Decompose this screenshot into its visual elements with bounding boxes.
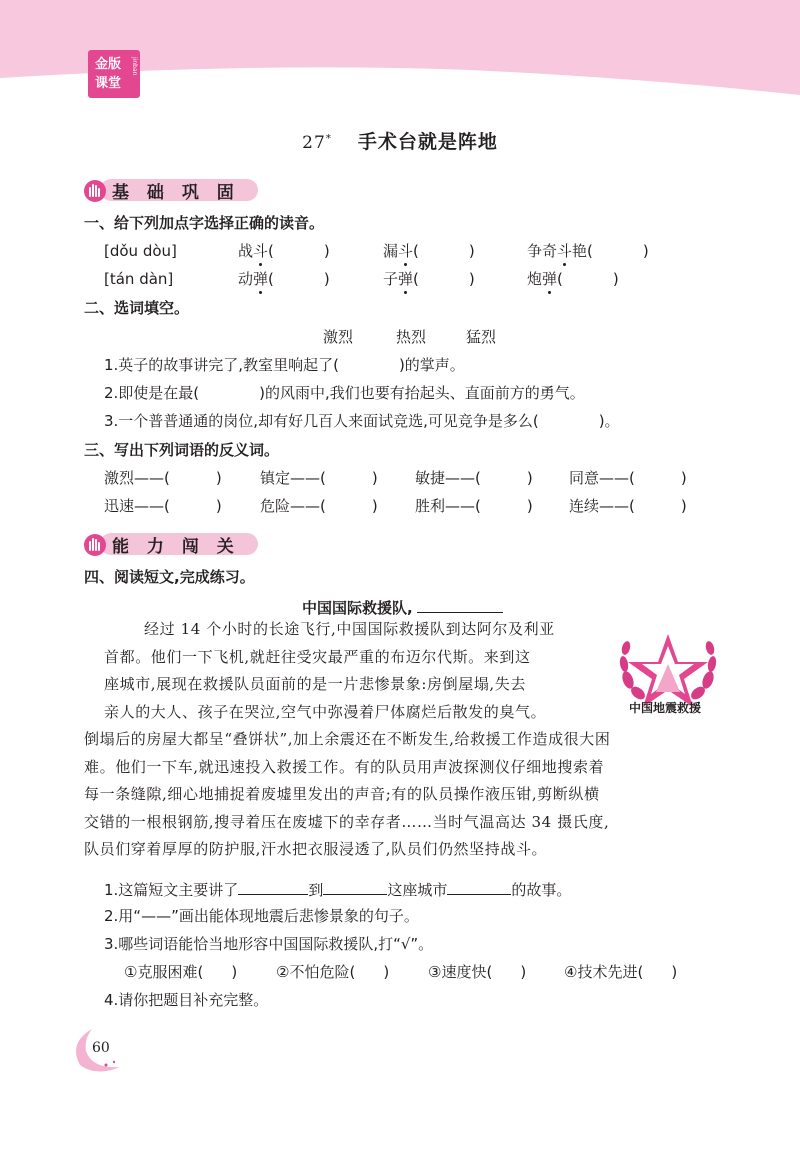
hand-icon [82,176,108,204]
section-ability: 能 力 闯 关 [82,530,262,558]
passage-line: 座城市,展现在救援队员面前的是一片悲惨景象:房倒屋塌,失去 [104,675,526,694]
q4-exercise-2: 2.用“——”画出能体现地震后悲惨景象的句子。 [104,907,419,925]
q4-exercise-1: 1.这篇短文主要讲了 到 这座城市 的故事。 [104,878,571,900]
lesson-title: 27* 手术台就是阵地 [302,131,498,153]
q4-exercise-3: 3.哪些词语能恰当地形容中国国际救援队,打“√”。 [104,935,434,953]
q3-item: 迅速——( ) [104,497,222,515]
passage-line: 首都。他们一下飞机,就赶往受灾最严重的布迈尔代斯。来到这 [104,647,531,666]
q4-heading: 四、阅读短文,完成练习。 [84,568,255,586]
brand-logo-sub: jinban [131,57,138,76]
passage-line: 亲人的大人、孩子在哭泣,空气中弥漫着尸体腐烂后散发的臭气。 [104,702,547,721]
q1-word-loudou: 漏斗( ) [383,242,475,260]
q2-option-2: 热烈 [396,328,427,346]
rescue-badge-caption: 中国地震救援 [629,701,702,715]
passage-title: 中国国际救援队, [302,596,503,618]
passage-line: 队员们穿着厚厚的防护服,汗水把衣服浸透了,队员们仍然坚持战斗。 [84,840,548,859]
q1-word-zidan: 子弹( ) [383,270,475,288]
q1-pinyin-1: [dǒu dòu] [104,242,177,260]
passage-line: 每一条缝隙,细心地捕捉着废墟里发出的声音;有的队员操作液压钳,剪断纵横 [84,785,600,804]
q1-word-zhengqidouyan: 争奇斗艳( ) [527,242,649,260]
q4-choice: ④技术先进( ) [564,963,678,981]
q3-item: 镇定——( ) [260,469,378,487]
q1-heading: 一、给下列加点字选择正确的读音。 [84,214,325,232]
passage-line: 经过 14 个小时的长途飞行,中国国际救援队到达阿尔及利亚 [144,620,555,638]
q3-item: 危险——( ) [260,497,378,515]
passage-body [104,616,604,726]
q2-option-3: 猛烈 [466,328,497,346]
q4-choice: ②不怕危险( ) [276,963,390,981]
page-number: 60 [92,1040,110,1056]
q3-item: 胜利——( ) [415,497,533,515]
q3-item: 同意——( ) [569,469,687,487]
q4-exercise-4: 4.请你把题目补充完整。 [104,991,269,1009]
q2-sentence-3: 3.一个普普通通的岗位,却有好几百人来面试竞选,可见竞争是多么( )。 [104,412,620,430]
passage-line: 倒塌后的房屋大都呈“叠饼状”,加上余震还在不断发生,给救援工作造成很大困 [84,730,611,748]
q1-word-dongtan: 动弹( ) [238,270,330,288]
brand-logo: 金版 课堂 [88,50,140,98]
passage-line: 交错的一根根钢筋,搜寻着压在废墟下的幸存者……当时气温高达 34 摄氏度, [84,812,610,831]
q1-word-paodan: 炮弹( ) [527,270,619,288]
q4-choice: ①克服困难( ) [124,963,238,981]
q2-sentence-2: 2.即使是在最( )的风雨中,我们也要有抬起头、直面前方的勇气。 [104,384,585,402]
q2-option-1: 激烈 [323,328,354,346]
lesson-number: 27 [302,133,326,153]
q3-item: 连续——( ) [569,497,687,515]
q3-item: 激烈——( ) [104,469,222,487]
q1-pinyin-2: [tán dàn] [104,270,174,288]
hand-icon [82,530,108,558]
passage-line: 难。他们一下车,就迅速投入救援工作。有的队员用声波探测仪仔细地搜索着 [84,757,605,776]
passage-body-cont [84,726,724,864]
q2-heading: 二、选词填空。 [84,299,190,317]
lesson-title-text: 手术台就是阵地 [357,131,498,153]
q3-item: 敏捷——( ) [415,469,533,487]
q3-heading: 三、写出下列词语的反义词。 [84,441,280,459]
q2-sentence-1: 1.英子的故事讲完了,教室里响起了( )的掌声。 [104,356,465,374]
q4-choice: ③速度快( ) [428,963,527,981]
q1-word-zhandou: 战斗( ) [238,242,330,260]
section-basic: 基 础 巩 固 [82,176,262,204]
